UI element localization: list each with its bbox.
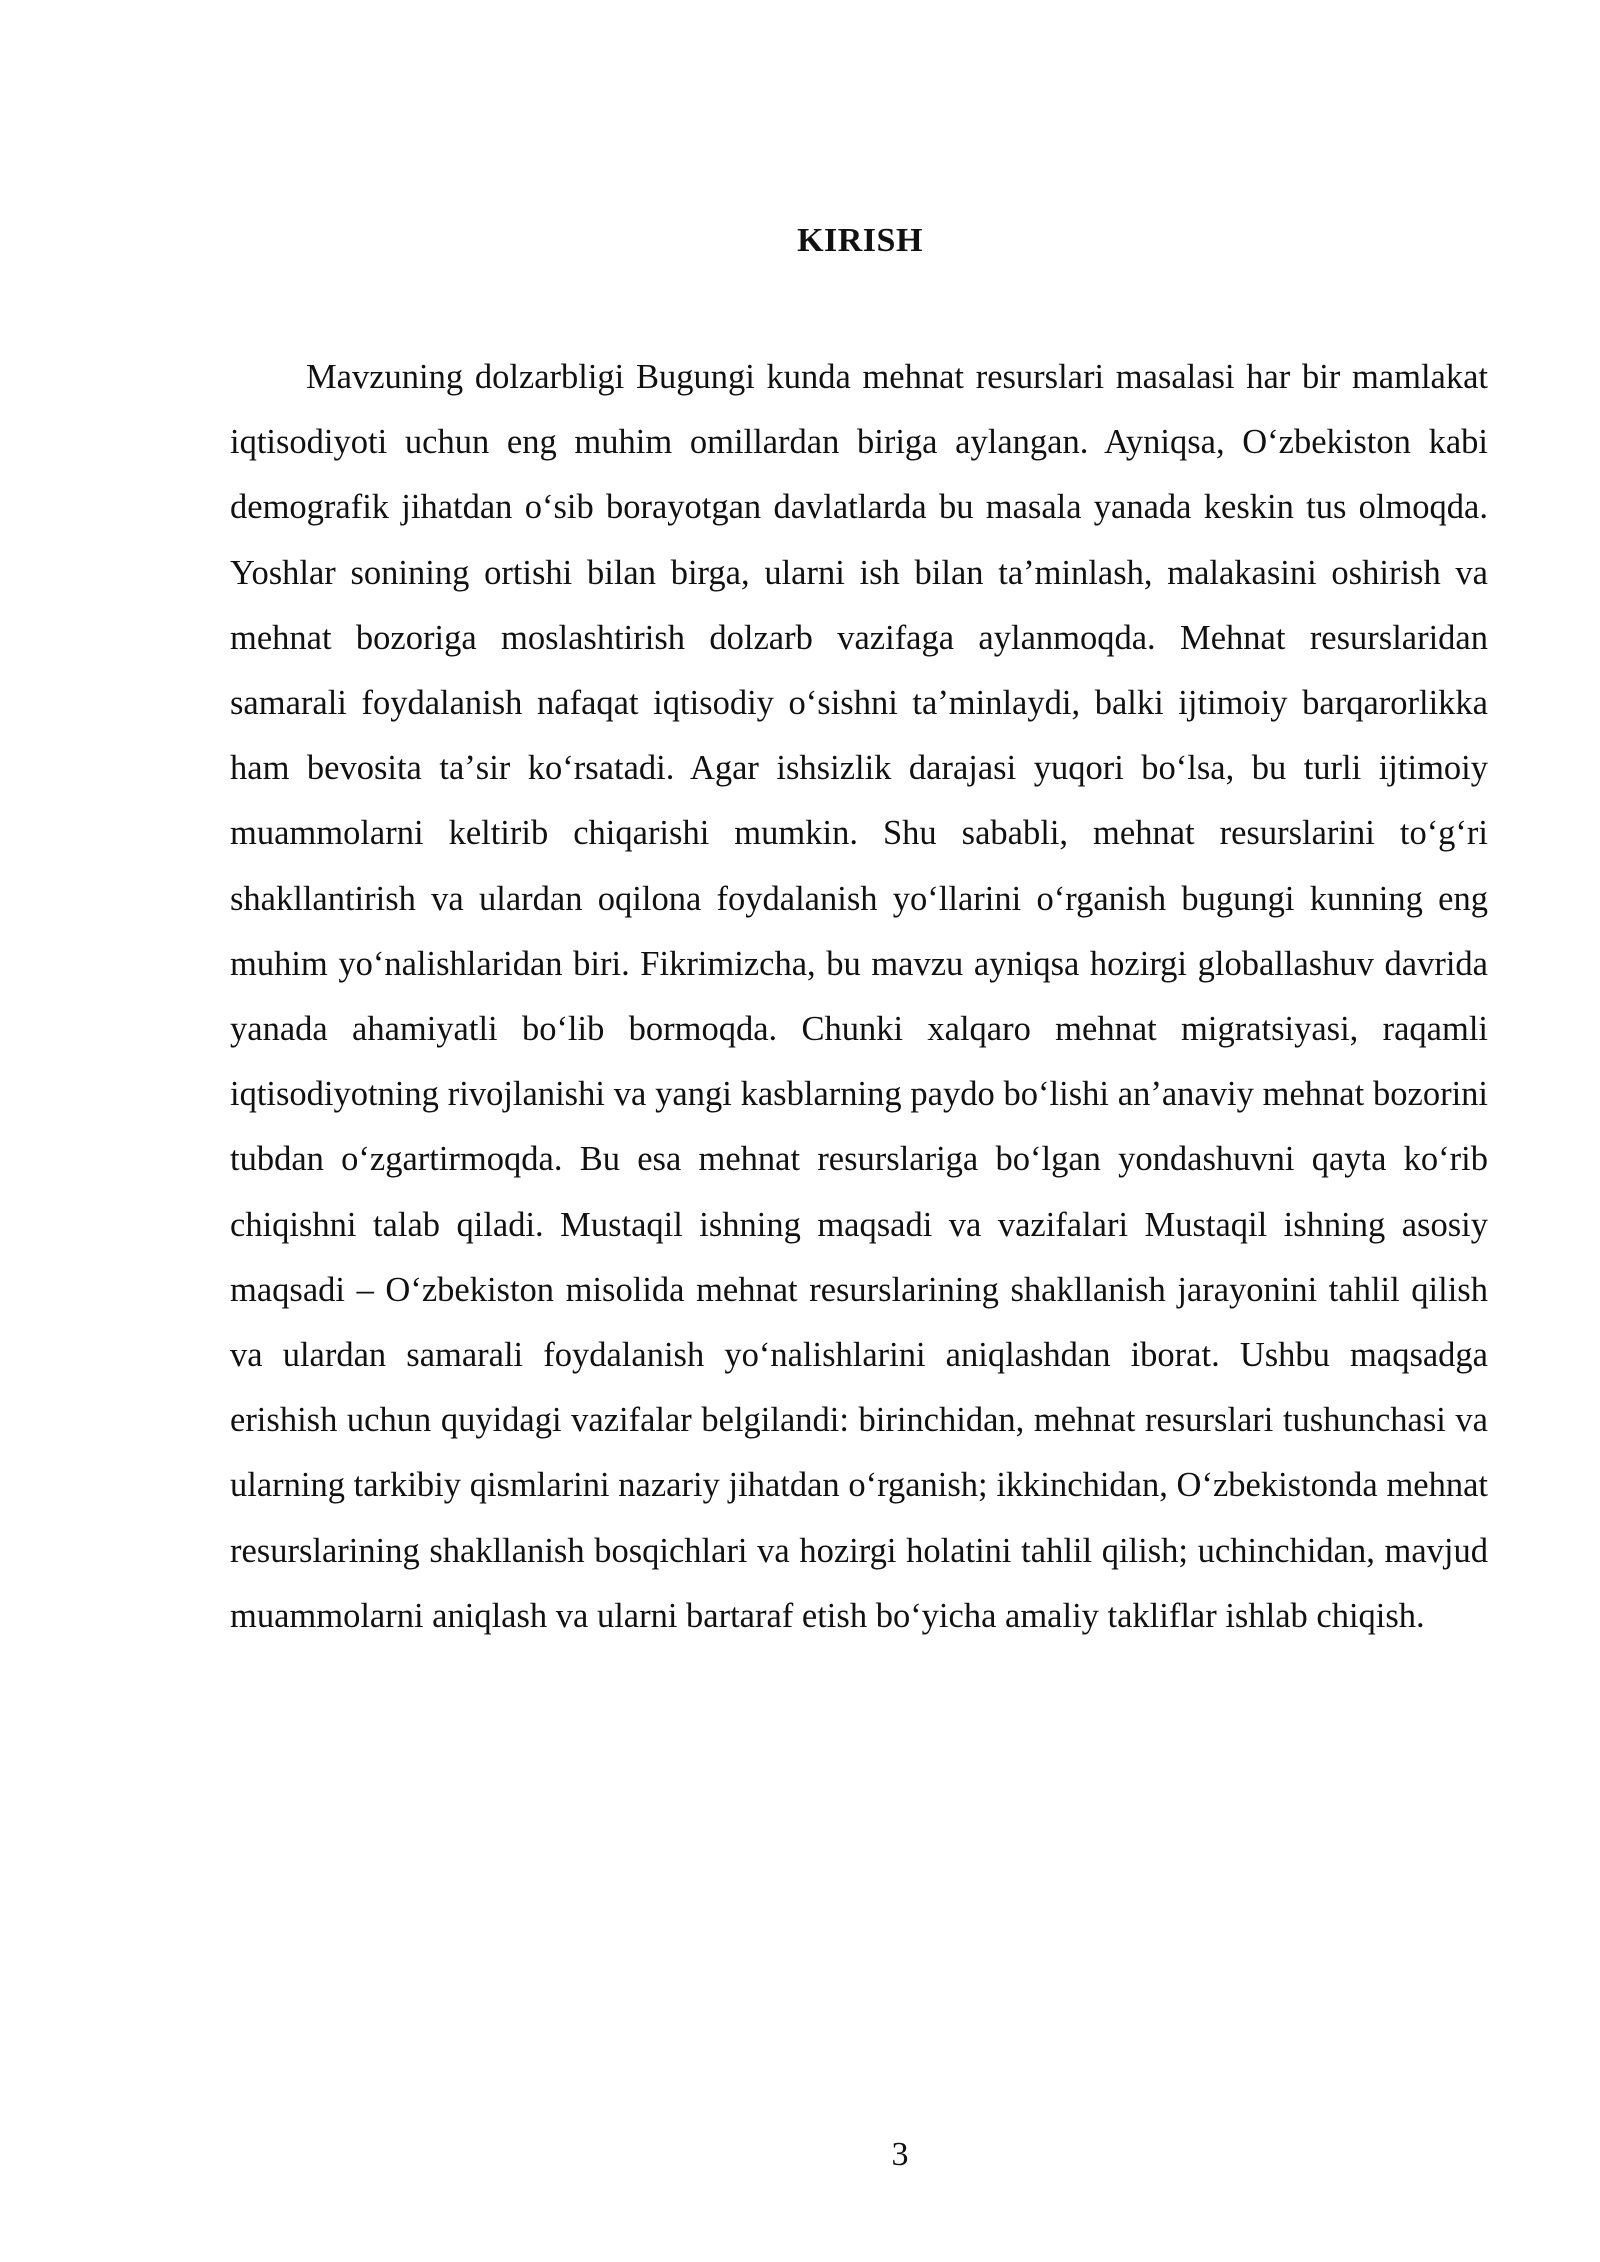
body-paragraph: Mavzuning dolzarbligi Bugungi kunda mehnat resurslari masalasi har bir mamlakat iqtisodiyoti uchun eng muhim omillardan biriga aylangan. Ayniqsa, Oʻzbekiston kabi demografik jihatdan oʻsib borayotgan davlatlarda bu masala yanada keskin tus olmoqda. Yoshlar sonining ortishi bilan birga, ularni ish bilan taʼminlash, malakasini oshirish va mehnat bozoriga moslashtirish dolzarb vazifaga aylanmoqda. Mehnat resurslaridan samarali foydalanish nafaqat iqtisodiy oʻsishni taʼminlaydi, balki ijtimoiy barqarorlikka ham bevosita taʼsir koʻrsatadi. Agar ishsizlik darajasi yuqori boʻlsa, bu turli ijtimoiy muammolarni keltirib chiqarishi mumkin. Shu sababli, mehnat resurslarini toʻgʻri shakllantirish va ulardan oqilona foydalanish yoʻllarini oʻrganish bugungi kunning eng muhim yoʻnalishlaridan biri. Fikrimizcha, bu mavzu ayniqsa hozirgi globallashuv davrida yanada ahamiyatli boʻlib bormoqda. Chunki xalqaro mehnat migratsiyasi, raqamli iqtisodiyotning rivojlanishi va yangi kasblarning paydo boʻlishi anʼanaviy mehnat bozorini tubdan oʻzgartirmoqda. Bu esa mehnat resurslariga boʻlgan yondashuvni qayta koʻrib chiqishni talab qiladi. Mustaqil ishning maqsadi va vazifalari Mustaqil ishning asosiy maqsadi – Oʻzbekiston misolida mehnat resurslarining shakllanish jarayonini tahlil qilish va ulardan samarali foydalanish yoʻnalishlarini aniqlashdan iborat. Ushbu maqsadga erishish uchun quyidagi vazifalar belgilandi: birinchidan, mehnat resurslari tushunchasi va ularning tarkibiy qismlarini nazariy jihatdan oʻrganish; ikkinchidan, Oʻzbekistonda mehnat resurslarining shakllanish bosqichlari va hozirgi holatini tahlil qilish; uchinchidan, mavjud muammolarni aniqlash va ularni bartaraf etish boʻyicha amaliy takliflar ishlab chiqish.: [230, 358, 1488, 1635]
section-title: KIRISH: [797, 222, 923, 259]
page-number: 3: [891, 2136, 909, 2173]
